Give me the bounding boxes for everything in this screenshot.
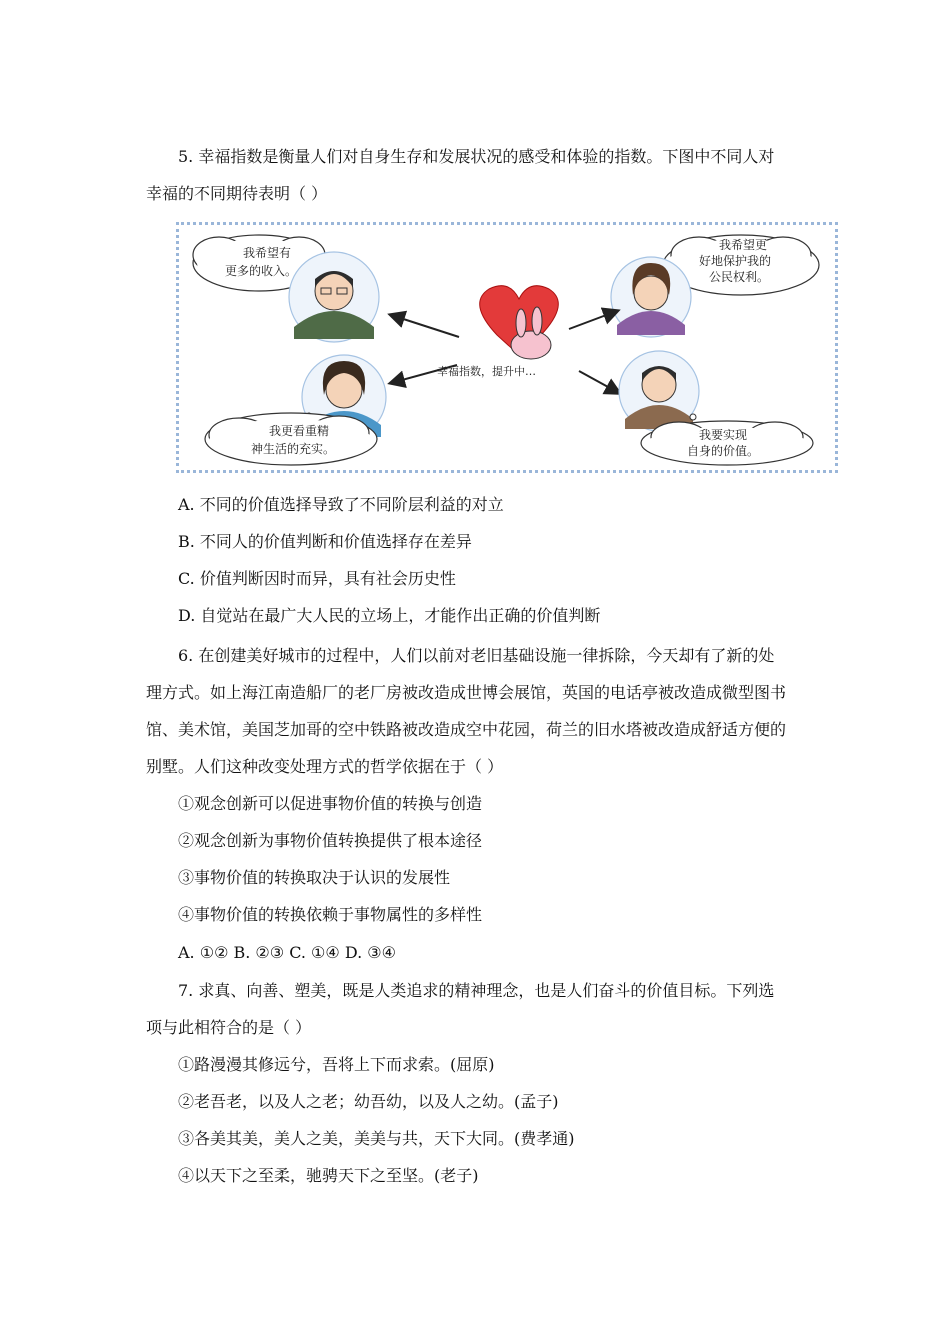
q6-item-1: ①观念创新可以促进事物价值的转换与创造	[178, 794, 483, 813]
q5-option-a: A. 不同的价值选择导致了不同阶层利益的对立	[178, 495, 504, 514]
bubble-br-line2: 自身的价值。	[687, 444, 760, 458]
q7-item-4: ④以天下之至柔，驰骋天下之至坚。(老子)	[178, 1166, 479, 1185]
woman-avatar-top-right	[611, 257, 691, 337]
q5-stem-line1: 5. 幸福指数是衡量人们对自身生存和发展状况的感受和体验的指数。下图中不同人对	[178, 147, 775, 166]
q6-stem-line1: 6. 在创建美好城市的过程中，人们以前对老旧基础设施一律拆除，今天却有了新的处	[178, 646, 775, 665]
bubble-tr-line2: 好地保护我的	[699, 254, 772, 268]
bubble-tl-line2: 更多的收入。	[225, 264, 298, 278]
q7-item-1: ①路漫漫其修远兮，吾将上下而求索。(屈原)	[178, 1055, 495, 1074]
q7-item-2: ②老吾老，以及人之老；幼吾幼，以及人之幼。(孟子)	[178, 1092, 559, 1111]
q6-item-2: ②观念创新为事物价值转换提供了根本途径	[178, 831, 483, 850]
q6-item-3: ③事物价值的转换取决于认识的发展性	[178, 868, 451, 887]
bubble-tr-line1: 我希望更	[719, 238, 768, 252]
q7-stem-line1: 7. 求真、向善、塑美，既是人类追求的精神理念，也是人们奋斗的价值目标。下列选	[178, 981, 775, 1000]
q6-stem-line2: 理方式。如上海江南造船厂的老厂房被改造成世博会展馆，英国的电话亭被改造成微型图书	[146, 683, 787, 702]
q6-stem-line3: 馆、美术馆，美国芝加哥的空中铁路被改造成空中花园，荷兰的旧水塔被改造成舒适方便的	[146, 720, 787, 739]
bubble-tr-line3: 公民权利。	[709, 270, 770, 284]
man-avatar-bottom-right	[619, 351, 699, 431]
thought-cloud-bottom-left	[205, 413, 377, 465]
q5-stem-line2: 幸福的不同期待表明（ ）	[146, 184, 328, 203]
q7-stem-line2: 项与此相符合的是（ ）	[146, 1018, 312, 1037]
heart-bunny-illustration	[437, 286, 558, 378]
bubble-bl-line2: 神生活的充实。	[251, 442, 336, 456]
q5-option-b: B. 不同人的价值判断和价值选择存在差异	[178, 532, 472, 551]
center-caption: 幸福指数，提升中…	[437, 365, 536, 378]
arrow-to-top-left	[391, 315, 459, 337]
q5-option-c: C. 价值判断因时而异，具有社会历史性	[178, 569, 456, 588]
bubble-bl-line1: 我更看重精	[269, 424, 330, 438]
bubble-tl-line1: 我希望有	[243, 246, 292, 260]
figure-illustration	[179, 225, 835, 470]
q6-answers: A. ①② B. ②③ C. ①④ D. ③④	[178, 943, 396, 962]
q5-option-d: D. 自觉站在最广大人民的立场上，才能作出正确的价值判断	[178, 606, 601, 625]
q6-item-4: ④事物价值的转换依赖于事物属性的多样性	[178, 905, 483, 924]
arrow-to-bottom-right	[579, 371, 619, 393]
happiness-index-figure	[176, 222, 838, 473]
q6-stem-line4: 别墅。人们这种改变处理方式的哲学依据在于（ ）	[146, 757, 504, 776]
man-avatar-top-left	[289, 252, 379, 342]
bubble-br-line1: 我要实现	[699, 428, 748, 442]
arrow-to-top-right	[569, 311, 617, 329]
q7-item-3: ③各美其美，美人之美，美美与共，天下大同。(费孝通)	[178, 1129, 575, 1148]
